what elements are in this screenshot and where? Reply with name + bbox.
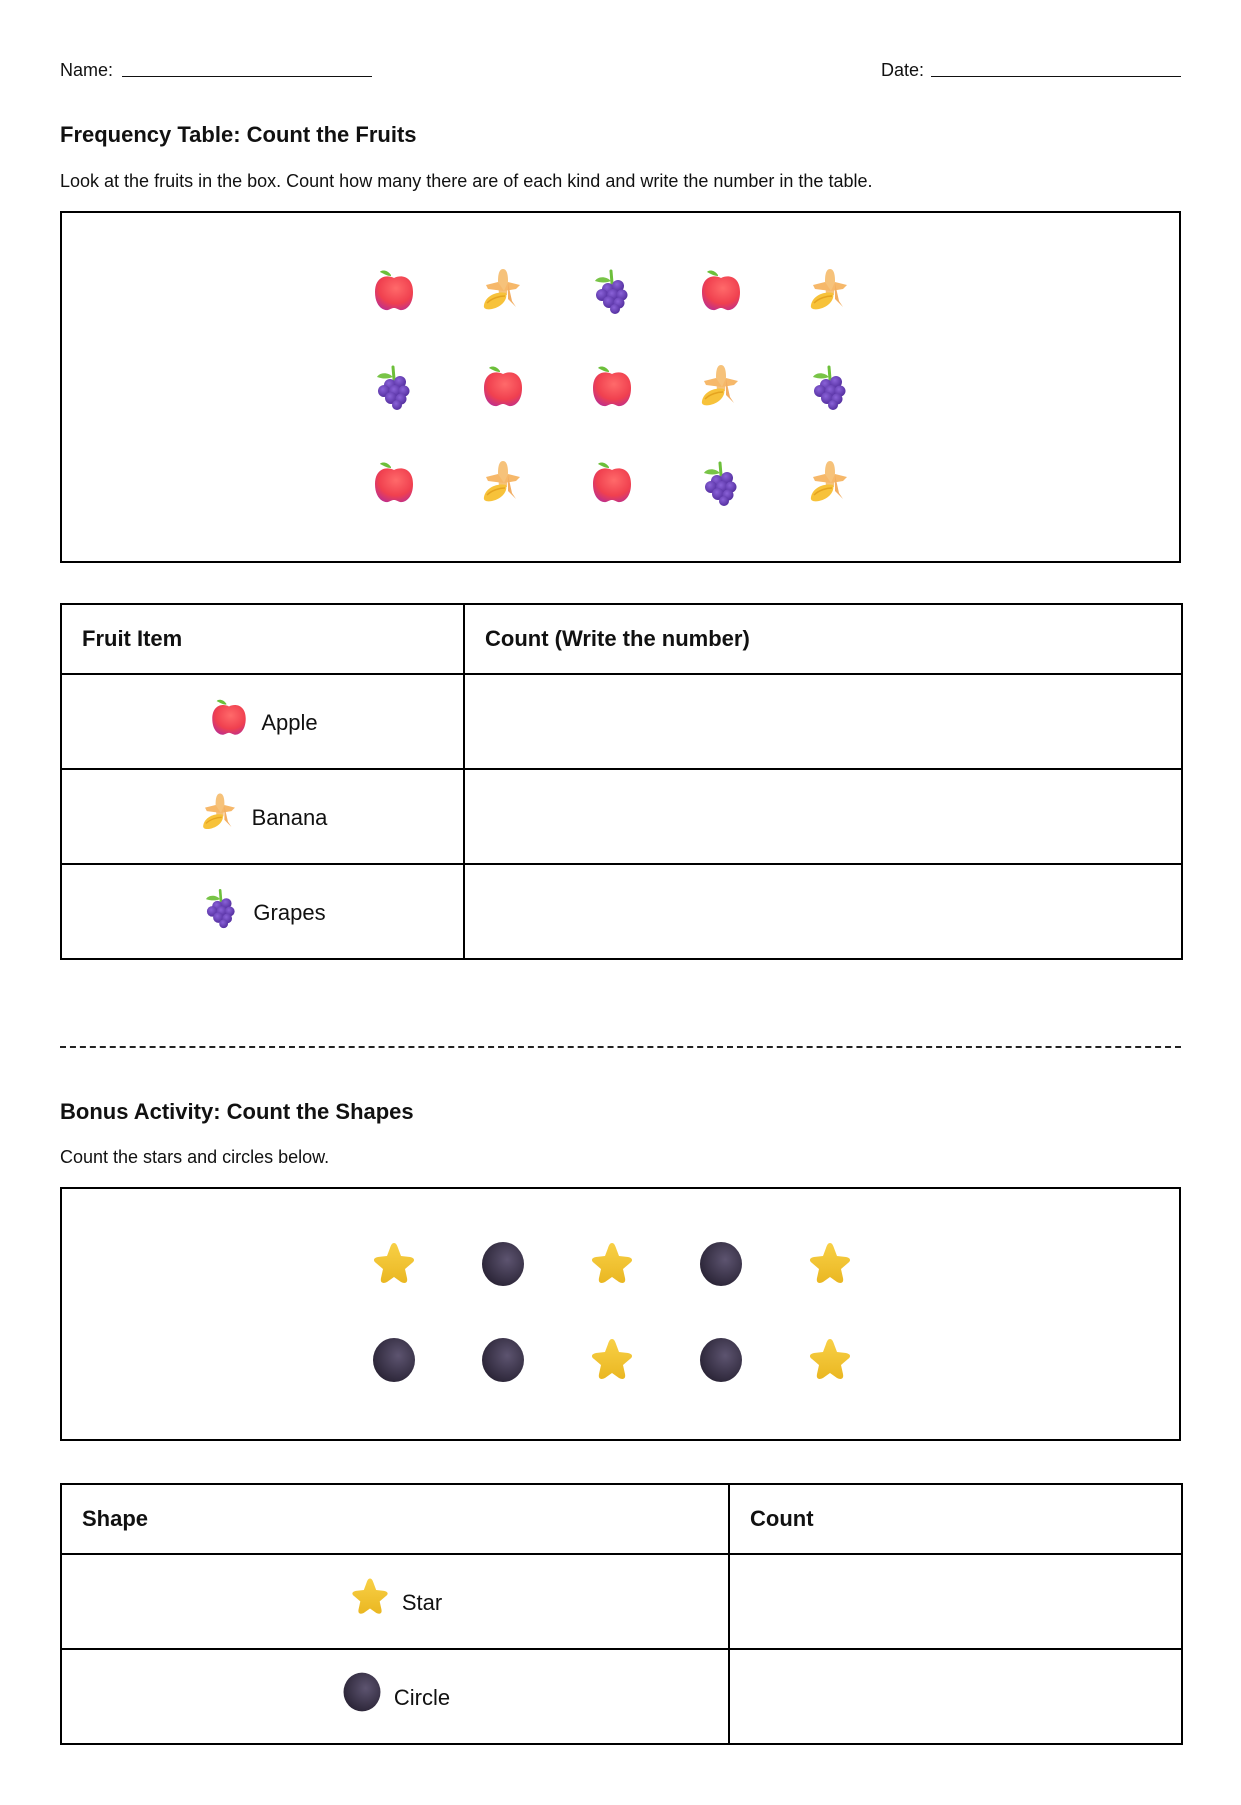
- grapes-icon: [199, 885, 243, 929]
- table-row: [61, 674, 1182, 769]
- table-row: [61, 1649, 1182, 1744]
- circle-icon: [695, 1334, 747, 1386]
- apple-icon: [586, 456, 638, 508]
- circle-icon: [477, 1238, 529, 1290]
- fruit-frequency-table: [60, 603, 1183, 960]
- apple-icon: [586, 360, 638, 412]
- fruit-label: Banana: [251, 805, 328, 830]
- date-field[interactable]: [931, 76, 1181, 77]
- table-row: [61, 769, 1182, 864]
- star-icon: [348, 1575, 392, 1619]
- shape-label: Star: [401, 1590, 443, 1615]
- circle-icon: [340, 1670, 384, 1714]
- apple-icon: [207, 695, 251, 739]
- header-count: Count (Write the number): [464, 604, 1182, 674]
- banana-icon: [477, 264, 529, 316]
- count-input-circle[interactable]: [729, 1649, 1182, 1744]
- grapes-icon: [368, 360, 420, 412]
- count-input-apple[interactable]: [464, 674, 1182, 769]
- star-icon: [586, 1334, 638, 1386]
- grapes-icon: [695, 456, 747, 508]
- apple-icon: [368, 456, 420, 508]
- shape-instructions: Count the stars and circles below.: [60, 1147, 330, 1167]
- grapes-icon: [586, 264, 638, 316]
- banana-icon: [477, 456, 529, 508]
- apple-icon: [368, 264, 420, 316]
- header-shape: Shape: [61, 1484, 729, 1554]
- circle-icon: [477, 1334, 529, 1386]
- section-title-shapes: Bonus Activity: Count the Shapes: [60, 1099, 414, 1124]
- fruit-instructions: Look at the fruits in the box. Count how many there are of each kind and write the number in the table.: [60, 171, 873, 191]
- circle-icon: [695, 1238, 747, 1290]
- apple-icon: [695, 264, 747, 316]
- table-row: [61, 864, 1182, 959]
- star-icon: [804, 1334, 856, 1386]
- circle-icon: [368, 1334, 420, 1386]
- table-header-row: [61, 604, 1182, 674]
- star-icon: [804, 1238, 856, 1290]
- shape-count-table: [60, 1483, 1183, 1745]
- banana-icon: [695, 360, 747, 412]
- shape-box: [60, 1187, 1181, 1441]
- star-icon: [368, 1238, 420, 1290]
- banana-icon: [804, 456, 856, 508]
- fruit-label: Grapes: [253, 900, 326, 925]
- count-input-star[interactable]: [729, 1554, 1182, 1649]
- section-divider: [60, 1046, 1181, 1048]
- section-title-fruits: Frequency Table: Count the Fruits: [60, 122, 417, 147]
- banana-icon: [804, 264, 856, 316]
- date-label: Date:: [881, 60, 925, 80]
- fruit-item-cell: [61, 674, 464, 769]
- table-header-row: [61, 1484, 1182, 1554]
- fruit-item-cell: [61, 769, 464, 864]
- count-input-banana[interactable]: [464, 769, 1182, 864]
- fruit-item-cell: [61, 864, 464, 959]
- name-field[interactable]: [122, 76, 372, 77]
- count-input-grapes[interactable]: [464, 864, 1182, 959]
- header-count: Count: [729, 1484, 1182, 1554]
- fruit-label: Apple: [261, 710, 318, 735]
- shape-item-cell: [61, 1554, 729, 1649]
- apple-icon: [477, 360, 529, 412]
- table-row: [61, 1554, 1182, 1649]
- star-icon: [586, 1238, 638, 1290]
- grapes-icon: [804, 360, 856, 412]
- shape-item-cell: [61, 1649, 729, 1744]
- name-label: Name:: [60, 60, 114, 80]
- banana-icon: [198, 790, 242, 834]
- shape-label: Circle: [393, 1685, 451, 1710]
- header-fruit-item: Fruit Item: [61, 604, 464, 674]
